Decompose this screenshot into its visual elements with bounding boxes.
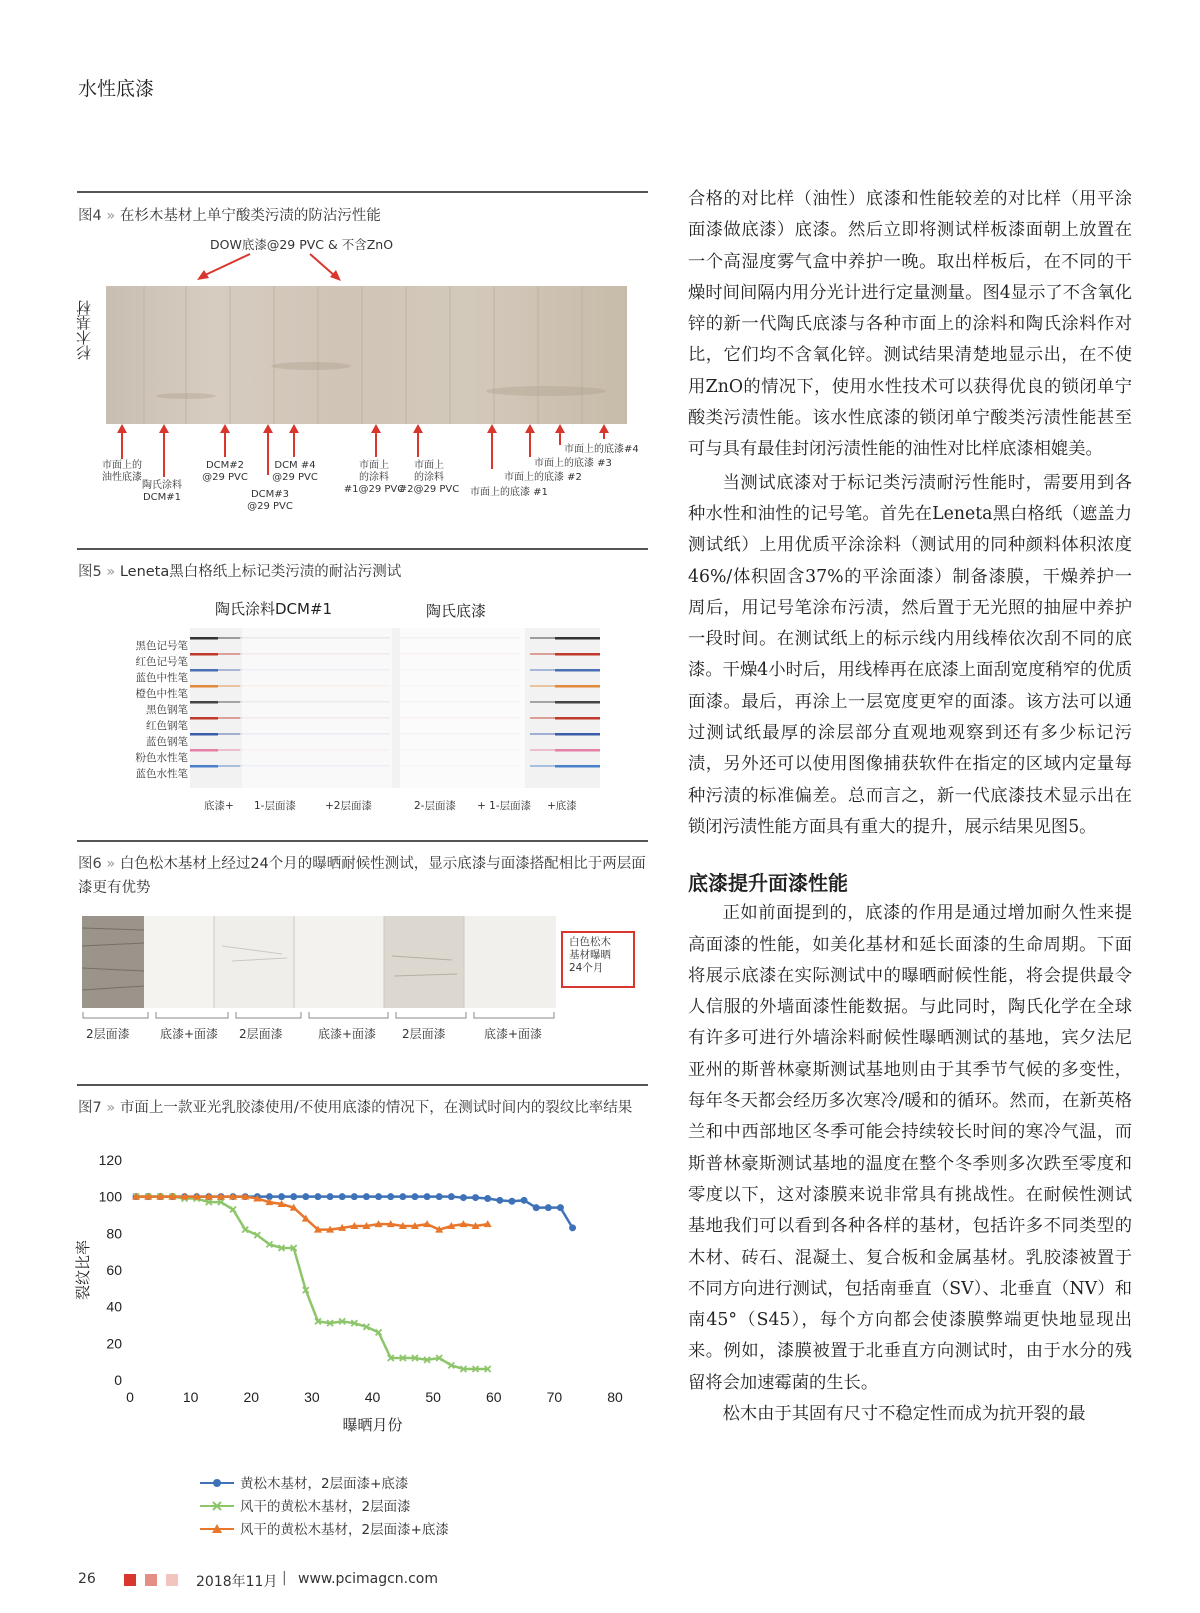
fig7-caption-number: 图7 bbox=[78, 1100, 102, 1116]
stain-left bbox=[190, 717, 218, 720]
fig4-label-1: 市面上的 油性底漆 bbox=[102, 460, 142, 483]
fig4-label-9: 市面上的底漆 #2 bbox=[504, 472, 582, 483]
stain-right-faded bbox=[530, 653, 555, 655]
stain-right-faded bbox=[530, 749, 555, 751]
stain-right bbox=[555, 701, 600, 704]
fig5-row-label: 蓝色钢笔 bbox=[146, 736, 188, 748]
fig4-label-10: 市面上的底漆 #3 bbox=[534, 458, 612, 469]
x-tick-label: 70 bbox=[546, 1389, 563, 1405]
fig5-row-label: 红色钢笔 bbox=[146, 720, 188, 732]
section-title: 水性底漆 bbox=[78, 78, 155, 100]
fig4-label-11: 市面上的底漆#4 bbox=[564, 444, 639, 455]
data-point bbox=[533, 1204, 540, 1211]
fig6-bottom-label: 底漆+面漆 bbox=[318, 1027, 377, 1041]
fig4-caption-text: 在杉木基材上单宁酸类污渍的防沾污性能 bbox=[119, 208, 381, 224]
y-tick-label: 0 bbox=[114, 1372, 122, 1388]
stain-left bbox=[190, 685, 218, 688]
fig5-row-label: 黑色钢笔 bbox=[146, 704, 188, 716]
x-tick-label: 80 bbox=[607, 1389, 623, 1405]
x-tick-label: 30 bbox=[304, 1389, 320, 1405]
fig5-row-label: 黑色记号笔 bbox=[135, 640, 188, 652]
data-point bbox=[569, 1224, 576, 1231]
page-number: 26 bbox=[78, 1571, 96, 1587]
footer-square-3 bbox=[166, 1574, 178, 1586]
stain-left bbox=[190, 765, 218, 768]
y-tick-label: 20 bbox=[106, 1335, 122, 1352]
paint-band bbox=[400, 628, 525, 788]
fig6-caption-number: 图6 bbox=[78, 856, 102, 872]
fig7-top-rule bbox=[77, 1084, 648, 1086]
y-tick-label: 120 bbox=[98, 1152, 122, 1168]
fig5-caption-text: Leneta黑白格纸上标记类污渍的耐沾污测试 bbox=[119, 564, 402, 580]
x-tick-label: 40 bbox=[364, 1389, 381, 1405]
fig4-top-label: DOW底漆@29 PVC & 不含ZnO bbox=[210, 237, 394, 252]
fig4-label-2: 陶氏涂料 DCM#1 bbox=[142, 480, 182, 503]
data-point bbox=[351, 1193, 358, 1200]
fig6-bottom-label: 2层面漆 bbox=[86, 1027, 130, 1041]
stain-right-faded bbox=[530, 733, 555, 735]
paragraph-4: 松木由于其固有尺寸不稳定性而成为抗开裂的最 bbox=[722, 1403, 1086, 1424]
stain-left bbox=[190, 637, 218, 640]
fig5-row-label: 橙色中性笔 bbox=[135, 688, 188, 700]
stain-left-faded bbox=[218, 765, 240, 767]
data-point bbox=[314, 1193, 321, 1200]
data-point bbox=[363, 1193, 370, 1200]
paragraph-2: 当测试底漆对于标记类污渍耐污性能时，需要用到各种水性和油性的记号笔。首先在Leneta黑白格纸（遮盖力测试纸）上用优质平涂涂料（测试用的同种颜料体积浓度46%/体积固含37%的平涂面漆）制备漆膜，干燥养护一周后，用记号笔涂布污渍，然后置于无光照的抽屉中养护一段时间。在测试纸上的标示线内用线棒依次刮不同的底漆。干燥4小时后，用线棒再在底漆上面刮宽度稍窄的优质面漆。最后，再涂上一层宽度更窄的面漆。该方法可以通过测试纸最厚的涂层部分直观地观察到还有多少标记污渍，另外还可以使用图像捕获软件在指定的区域内定量每种污渍的标准偏差。总而言之，新一代底漆技术显示出在锁闭污渍性能方面具有重大的提升，展示结果见图5。 bbox=[688, 472, 1132, 837]
series-line bbox=[136, 1197, 488, 1230]
fig5-bottom-label: 1-层面漆 bbox=[254, 800, 296, 812]
data-point bbox=[399, 1193, 406, 1200]
data-point bbox=[302, 1193, 309, 1200]
stain-right bbox=[555, 653, 600, 656]
fig6-top-rule bbox=[77, 840, 648, 842]
fig5-row-labels bbox=[118, 638, 188, 782]
fig4-label-7: 市面上 的涂料 #2@29 PVC bbox=[398, 460, 460, 495]
fig7-caption-separator: » bbox=[106, 1100, 120, 1116]
y-tick-label: 40 bbox=[106, 1298, 122, 1315]
x-tick-label: 20 bbox=[243, 1389, 260, 1405]
stain-left-faded bbox=[218, 749, 240, 751]
legend-x-icon bbox=[200, 1499, 234, 1513]
chart-axes bbox=[99, 1152, 623, 1405]
fig4-caption bbox=[78, 204, 381, 228]
fig5-bottom-label: 底漆+ bbox=[204, 800, 234, 812]
legend-item bbox=[200, 1495, 620, 1518]
fig5-bottom-label: +2层面漆 bbox=[325, 800, 372, 812]
data-point bbox=[448, 1193, 455, 1200]
body-text-column bbox=[688, 184, 1132, 1430]
stain-right bbox=[555, 717, 600, 720]
data-point bbox=[436, 1193, 443, 1200]
footer-square-2 bbox=[145, 1574, 157, 1586]
fig4-caption-number: 图4 bbox=[78, 208, 102, 224]
stain-right bbox=[555, 765, 600, 768]
stain-right-faded bbox=[530, 765, 555, 767]
fig5-caption-separator: » bbox=[106, 564, 120, 580]
fig5-bottom-label: 2-层面漆 bbox=[414, 800, 456, 812]
x-tick-label: 60 bbox=[485, 1389, 502, 1405]
data-point bbox=[411, 1193, 418, 1200]
x-tick-label: 10 bbox=[182, 1389, 199, 1405]
stain-left-faded bbox=[218, 669, 240, 671]
fig5-stain-lines bbox=[190, 628, 600, 788]
fig6-caption bbox=[78, 852, 648, 900]
fig6-bottom-label: 底漆+面漆 bbox=[484, 1027, 543, 1041]
fig6-caption-text: 白色松木基材上经过24个月的曝晒耐候性测试，显示底漆与面漆搭配相比于两层面漆更有优势 bbox=[78, 856, 646, 896]
fig5-row-label: 粉色水性笔 bbox=[135, 752, 188, 764]
legend-circle-icon bbox=[200, 1476, 234, 1490]
x-tick-label: 0 bbox=[126, 1389, 134, 1405]
data-point bbox=[460, 1194, 467, 1201]
fig4-top-arrows bbox=[195, 250, 355, 286]
data-point bbox=[484, 1195, 491, 1202]
fig6-bottom-label: 底漆+面漆 bbox=[160, 1027, 219, 1041]
fig6-bracket-lines bbox=[82, 1012, 556, 1024]
stain-right-faded bbox=[530, 685, 555, 687]
fig4-wood-panel bbox=[106, 286, 627, 424]
legend-label: 风干的黄松木基材，2层面漆+底漆 bbox=[240, 1522, 449, 1538]
footer-separator: | bbox=[282, 1570, 287, 1586]
fig5-row-label: 红色记号笔 bbox=[135, 656, 188, 668]
legend-item bbox=[200, 1518, 620, 1541]
fig5-bottom-label: + 1-层面漆 bbox=[477, 800, 532, 812]
fig4-label-6: 市面上 的涂料 #1@29 PVC bbox=[343, 460, 405, 495]
data-point bbox=[375, 1193, 382, 1200]
y-tick-label: 80 bbox=[106, 1225, 122, 1242]
data-point bbox=[424, 1193, 431, 1200]
stain-left bbox=[190, 701, 218, 704]
stain-right-faded bbox=[530, 701, 555, 703]
stain-right bbox=[555, 637, 600, 640]
data-point bbox=[545, 1204, 552, 1211]
fig5-left-title: 陶氏涂料DCM#1 bbox=[215, 600, 333, 618]
legend-triangle-icon bbox=[200, 1522, 234, 1536]
fig4-label-4: DCM#3 @29 PVC bbox=[247, 489, 293, 512]
fig6-pine-panel bbox=[82, 916, 556, 1008]
footer-url[interactable]: www.pcimagcn.com bbox=[298, 1571, 439, 1587]
paragraph-1: 合格的对比样（油性）底漆和性能较差的对比样（用平涂面漆做底漆）底漆。然后立即将测试样板漆面朝上放置在一个高湿度雾气盒中养护一晚。取出样板后，在不同的干燥时间间隔内用分光计进行定量测量。图4显示了不含氧化锌的新一代陶氏底漆与各种市面上的涂料和陶氏涂料作对比，它们均不含氧化锌。测试结果清楚地显示出，在不使用ZnO的情况下，使用水性技术可以获得优良的锁闭单宁酸类污渍性能。该水性底漆的锁闭单宁酸类污渍性能甚至可与具有最佳封闭污渍性能的油性对比样底漆相媲美。 bbox=[688, 189, 1132, 460]
stain-left-faded bbox=[218, 637, 240, 639]
fig6-pine-texture bbox=[82, 916, 556, 1008]
stain-left bbox=[190, 733, 218, 736]
fig6-boxed-label: 白色松木 基材曝晒 24个月 bbox=[561, 931, 635, 988]
footer-square-1 bbox=[124, 1574, 136, 1586]
fig7-caption bbox=[78, 1096, 648, 1120]
fig6-bottom-label: 2层面漆 bbox=[239, 1027, 283, 1041]
stain-right bbox=[555, 733, 600, 736]
data-point bbox=[278, 1193, 285, 1200]
data-point bbox=[472, 1194, 479, 1201]
stain-left bbox=[190, 669, 218, 672]
legend-label: 风干的黄松木基材，2层面漆 bbox=[240, 1499, 411, 1515]
data-point bbox=[339, 1193, 346, 1200]
fig4-caption-separator: » bbox=[106, 208, 120, 224]
stain-right bbox=[555, 685, 600, 688]
data-point bbox=[387, 1193, 394, 1200]
fig5-bottom-label: +底漆 bbox=[547, 800, 577, 812]
stain-right-faded bbox=[530, 717, 555, 719]
x-tick-label: 50 bbox=[425, 1389, 441, 1405]
fig4-label-5: DCM #4 @29 PVC bbox=[272, 460, 318, 483]
fig5-right-title: 陶氏底漆 bbox=[426, 602, 487, 620]
data-point bbox=[508, 1198, 515, 1205]
stain-right bbox=[555, 749, 600, 752]
stain-left bbox=[190, 653, 218, 656]
data-point bbox=[327, 1193, 334, 1200]
fig5-row-label: 蓝色水性笔 bbox=[135, 768, 188, 780]
fig5-top-rule bbox=[77, 548, 648, 550]
footer-date: 2018年11月 bbox=[196, 1574, 278, 1590]
chart-series bbox=[132, 1193, 576, 1372]
fig5-leneta-chart bbox=[190, 628, 600, 788]
fig4-label-3: DCM#2 @29 PVC bbox=[202, 460, 248, 483]
stain-left-faded bbox=[218, 717, 240, 719]
fig7-caption-text: 市面上一款亚光乳胶漆使用/不使用底漆的情况下，在测试时间内的裂纹比率结果 bbox=[119, 1100, 633, 1116]
fig5-caption bbox=[78, 560, 401, 584]
data-point bbox=[557, 1204, 564, 1211]
chart-x-label: 曝晒月份 bbox=[342, 1417, 403, 1434]
fig6-bottom-label: 2层面漆 bbox=[402, 1027, 446, 1041]
fig5-row-label: 蓝色中性笔 bbox=[135, 672, 188, 684]
stain-right-faded bbox=[530, 637, 555, 639]
stain-left-faded bbox=[218, 685, 240, 687]
fig4-top-rule bbox=[77, 191, 648, 193]
legend-item bbox=[200, 1472, 620, 1495]
stain-right bbox=[555, 669, 600, 672]
fig7-legend bbox=[200, 1472, 620, 1541]
fig6-caption-separator: » bbox=[106, 856, 120, 872]
stain-left-faded bbox=[218, 701, 240, 703]
y-tick-label: 60 bbox=[106, 1262, 122, 1278]
paragraph-3: 正如前面提到的，底漆的作用是通过增加耐久性来提高面漆的性能，如美化基材和延长面漆的生命周期。下面将展示底漆在实际测试中的曝晒耐候性能，将会提供最令人信服的外墙面漆性能数据。与此同时，陶氏化学在全球有许多可进行外墙涂料耐候性曝晒测试的基地，宾夕法尼亚州的斯普林豪斯测试基地则由于其季节气候的多变性，每年冬天都会经历多次寒冷/暖和的循环。然而，在新英格兰和中西部地区冬季可能会持续较长时间的寒冷气温，而斯普林豪斯测试基地的温度在整个冬季则多次跌至零度和零度以下，这对漆膜来说非常具有挑战性。在耐候性测试基地我们可以看到各种各样的基材，包括许多不同类型的木材、砖石、混凝土、复合板和金属基材。乳胶漆被置于不同方向进行测试，包括南垂直（SV）、北垂直（NV）和南45°（S45），每个方向都会使漆膜弊端更快地显现出来。例如，漆膜被置于北垂直方向测试时，由于水分的残留将会加速霉菌的生长。 bbox=[688, 903, 1132, 1393]
chart-y-label: 裂纹比率 bbox=[75, 1239, 92, 1301]
fig4-wood-stripes bbox=[106, 286, 627, 424]
legend-label: 黄松木基材，2层面漆+底漆 bbox=[240, 1476, 409, 1492]
stain-right-faded bbox=[530, 669, 555, 671]
fig4-side-label: 杉木基材 bbox=[75, 300, 93, 360]
data-point bbox=[290, 1193, 297, 1200]
data-point bbox=[521, 1197, 528, 1204]
fig4-label-8: 市面上的底漆 #1 bbox=[470, 487, 548, 498]
fig5-caption-number: 图5 bbox=[78, 564, 102, 580]
stain-left-faded bbox=[218, 653, 240, 655]
paint-band bbox=[242, 628, 392, 788]
stain-left-faded bbox=[218, 733, 240, 735]
data-point bbox=[496, 1197, 503, 1204]
y-tick-label: 100 bbox=[98, 1188, 122, 1205]
stain-left bbox=[190, 749, 218, 752]
section-heading: 底漆提升面漆性能 bbox=[688, 871, 848, 896]
